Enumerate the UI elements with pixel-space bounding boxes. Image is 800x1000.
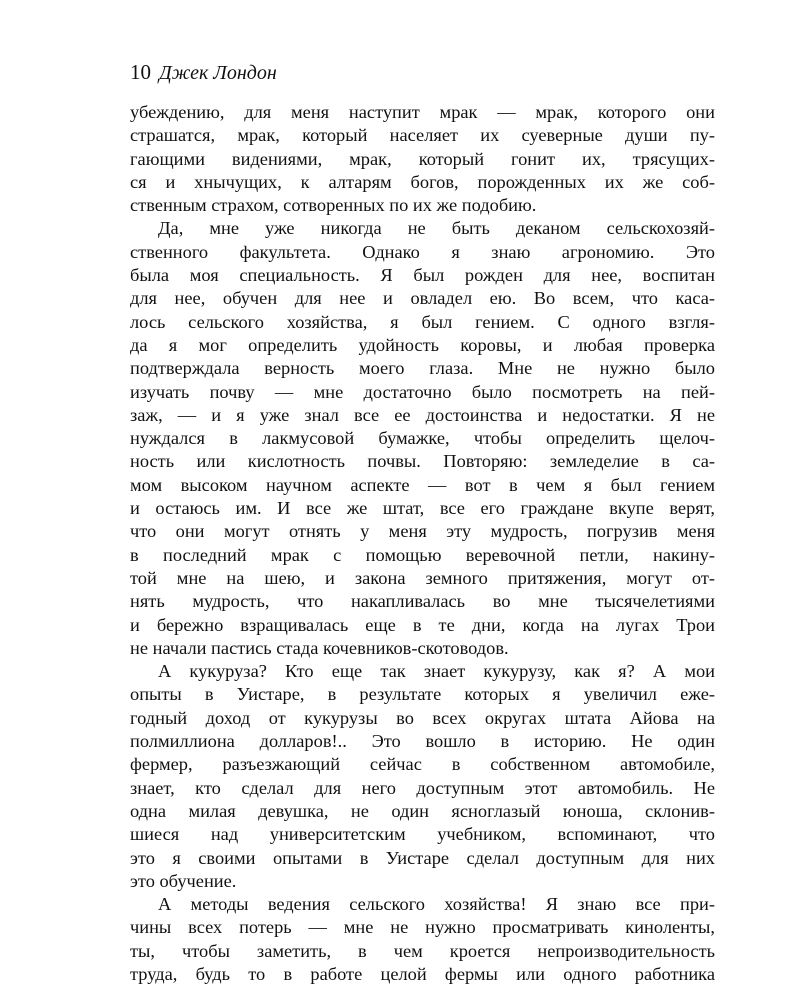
text-line: нять мудрость, что накапливалась во мне тысячелетиями [130, 591, 715, 612]
text-line: это обучение. [130, 870, 237, 891]
text-line: фермер, разъезжающий сейчас в собственном автомобиле, [130, 754, 715, 775]
text-line: это я своими опытами в Уистаре сделал доступным для них [130, 847, 715, 868]
paragraph-first-line: А методы ведения сельского хозяйства! Я знаю все при- [158, 894, 715, 915]
text-line: шиеся над университетским учебником, вспоминают, что [130, 824, 715, 845]
text-line: одна милая девушка, не один ясноглазый юноша, склонив- [130, 800, 715, 821]
text-line: гающими видениями, мрак, который гонит их, трясущих- [130, 148, 715, 169]
text-line: для нее, обучен для нее и овладел ею. Во всем, что каса- [130, 288, 715, 309]
text-line: мом высоком научном аспекте — вот в чем я был гением [130, 474, 715, 495]
body-text [130, 101, 715, 986]
text-line: была моя специальность. Я был рожден для нее, воспитан [130, 265, 715, 286]
text-line: чины всех потерь — мне не нужно просматривать киноленты, [130, 917, 715, 938]
paragraph-first-line: Да, мне уже никогда не быть деканом сельскохозяй- [158, 218, 715, 239]
text-line: не начали пастись стада кочевников-скотоводов. [130, 637, 509, 658]
text-line: годный доход от кукурузы во всех округах штата Айова на [130, 707, 715, 728]
text-line: заж, — и я уже знал все ее достоинства и недостатки. Я не [130, 404, 715, 425]
text-line: полмиллиона долларов!.. Это вошло в историю. Не один [130, 731, 715, 752]
text-line: опыты в Уистаре, в результате которых я увеличил еже- [130, 684, 715, 705]
text-line: ты, чтобы заметить, в чем кроется непроизводительность [130, 940, 715, 961]
running-head-title: Джек Лондон [159, 62, 277, 84]
text-line: изучать почву — мне достаточно было посмотреть на пей- [130, 381, 715, 402]
text-line: ственного факультета. Однако я знаю агрономию. Это [130, 241, 715, 262]
text-line: что они могут отнять у меня эту мудрость, погрузив меня [130, 521, 715, 542]
text-line: и бережно взращивалась еще в те дни, когда на лугах Трои [130, 614, 715, 635]
running-head [130, 60, 715, 94]
paragraph-first-line: А кукуруза? Кто еще так знает кукурузу, как я? А мои [158, 661, 715, 682]
text-line: нуждался в лакмусовой бумажке, чтобы определить щелоч- [130, 428, 715, 449]
text-line: ность или кислотность почвы. Повторяю: земледелие в са- [130, 451, 715, 472]
text-line: ся и хнычущих, к алтарям богов, порожденных их же соб- [130, 171, 715, 192]
text-line: подтверждала верность моего глаза. Мне не нужно было [130, 358, 715, 379]
text-line: знает, кто сделал для него доступным этот автомобиль. Не [130, 777, 715, 798]
text-line: той мне на шею, и закона земного притяжения, могут от- [130, 567, 715, 588]
text-line: ственным страхом, сотворенных по их же подобию. [130, 195, 537, 216]
text-line: лось сельского хозяйства, я был гением. С одного взгля- [130, 311, 715, 332]
text-line: в последний мрак с помощью веревочной петли, накину- [130, 544, 715, 565]
text-line: убеждению, для меня наступит мрак — мрак, которого они [130, 102, 715, 122]
page-number: 10 [130, 60, 151, 84]
text-line: страшатся, мрак, который населяет их суеверные души пу- [130, 125, 715, 146]
text-line: труда, будь то в работе целой фермы или одного работника [130, 963, 715, 984]
text-line: и остаюсь им. И все же штат, все его граждане вкупе верят, [130, 498, 715, 519]
text-line: да я мог определить удойность коровы, и любая проверка [130, 334, 715, 355]
